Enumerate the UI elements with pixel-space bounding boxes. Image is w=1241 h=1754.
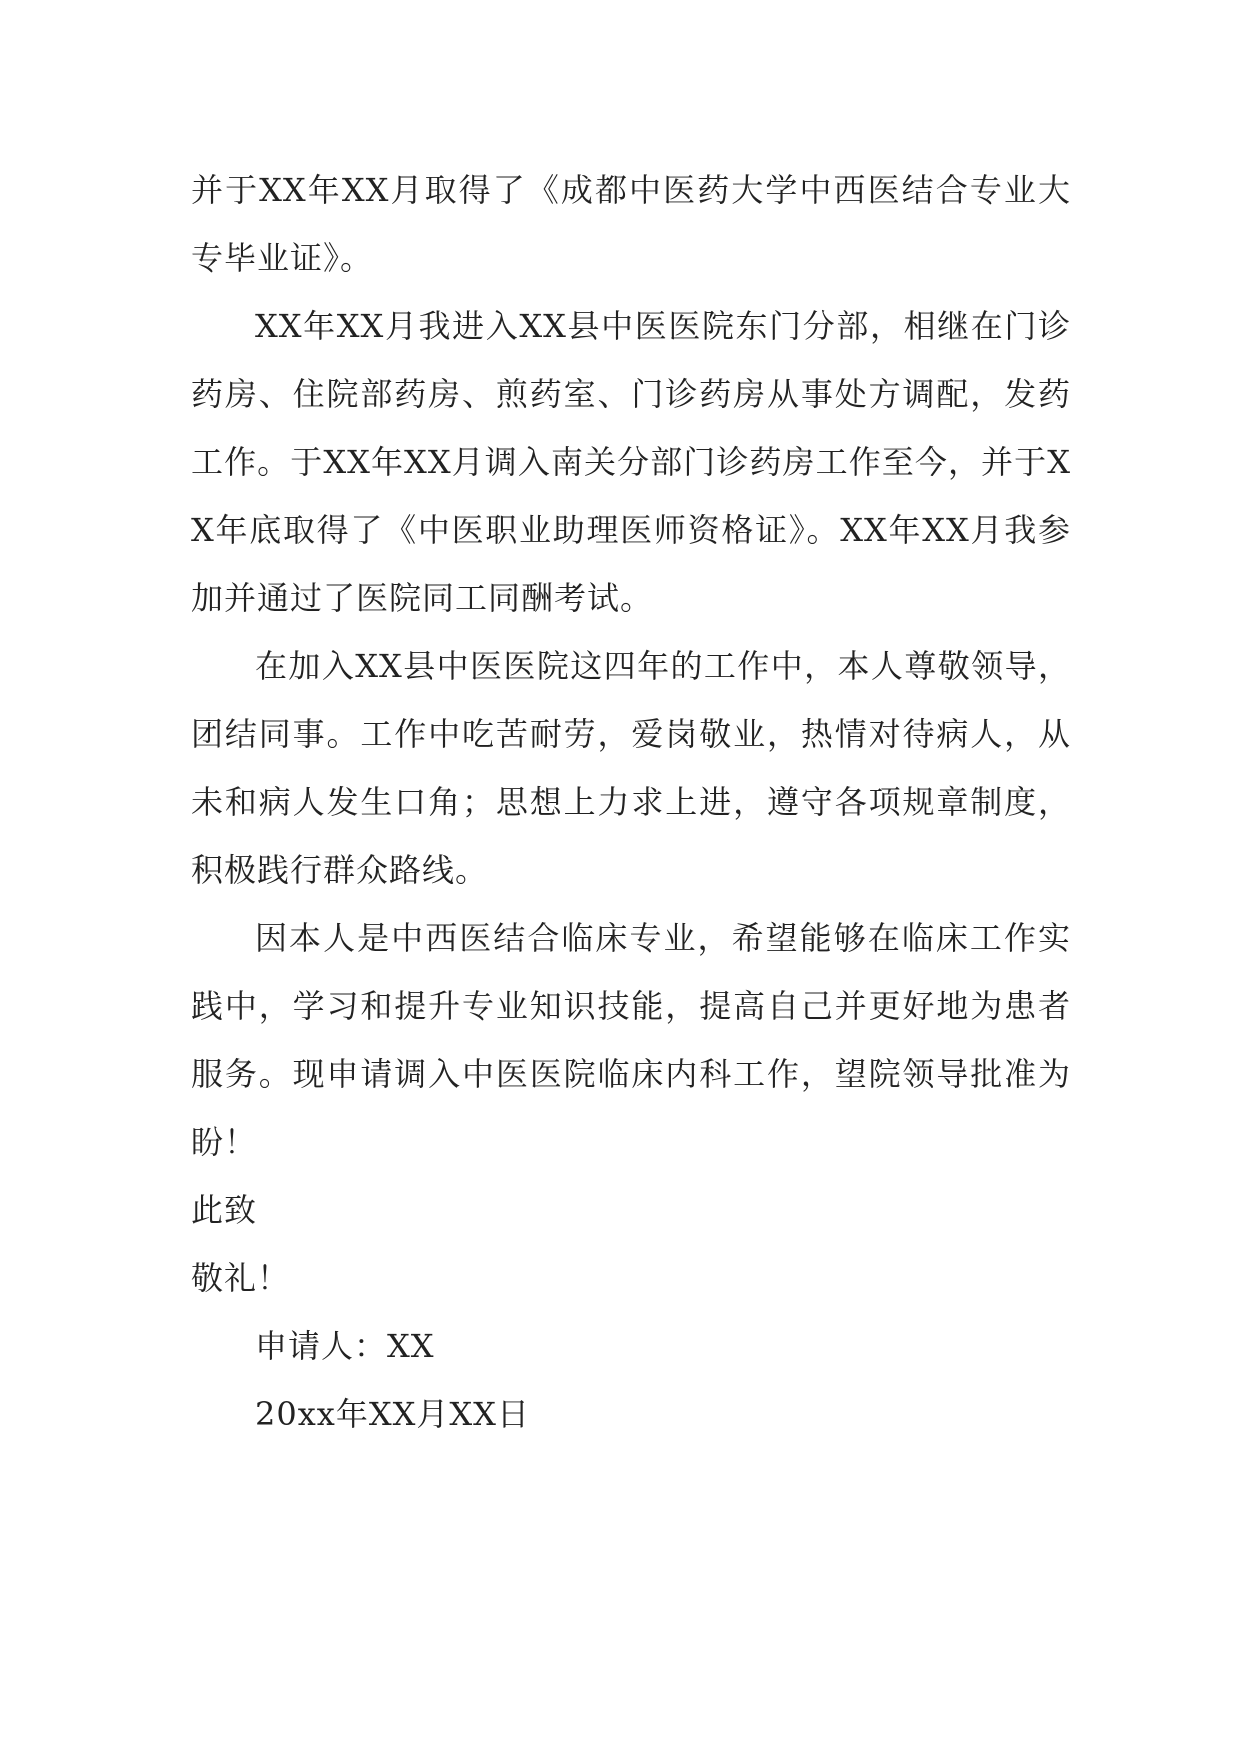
paragraph-request: 因本人是中西医结合临床专业，希望能够在临床工作实践中，学习和提升专业知识技能，提高自己并更好地为患者服务。现申请调入中医医院临床内科工作，望院领导批准为盼！ (191, 919, 1071, 1161)
closing-salutation: 此致 (191, 1191, 258, 1229)
paragraph-conduct: 在加入XX县中医医院这四年的工作中，本人尊敬领导，团结同事。工作中吃苦耐劳，爱岗敬业，热情对待病人，从未和病人发生口角；思想上力求上进，遵守各项规章制度，积极践行群众路线。 (191, 647, 1071, 889)
letter-body (191, 156, 1071, 1448)
paragraph-graduation: 并于XX年XX月取得了《成都中医药大学中西医结合专业大专毕业证》。 (191, 171, 1071, 277)
closing-respect: 敬礼！ (191, 1259, 291, 1297)
signature-date: 20xx年XX月XX日 (255, 1395, 530, 1433)
paragraph-work-history: XX年XX月我进入XX县中医医院东门分部，相继在门诊药房、住院部药房、煎药室、门诊药房从事处方调配，发药工作。于XX年XX月调入南关分部门诊药房工作至今，并于XX年底取得了《中医职业助理医师资格证》。XX年XX月我参加并通过了医院同工同酬考试。 (191, 307, 1071, 617)
applicant-signature: 申请人：XX (255, 1327, 435, 1365)
